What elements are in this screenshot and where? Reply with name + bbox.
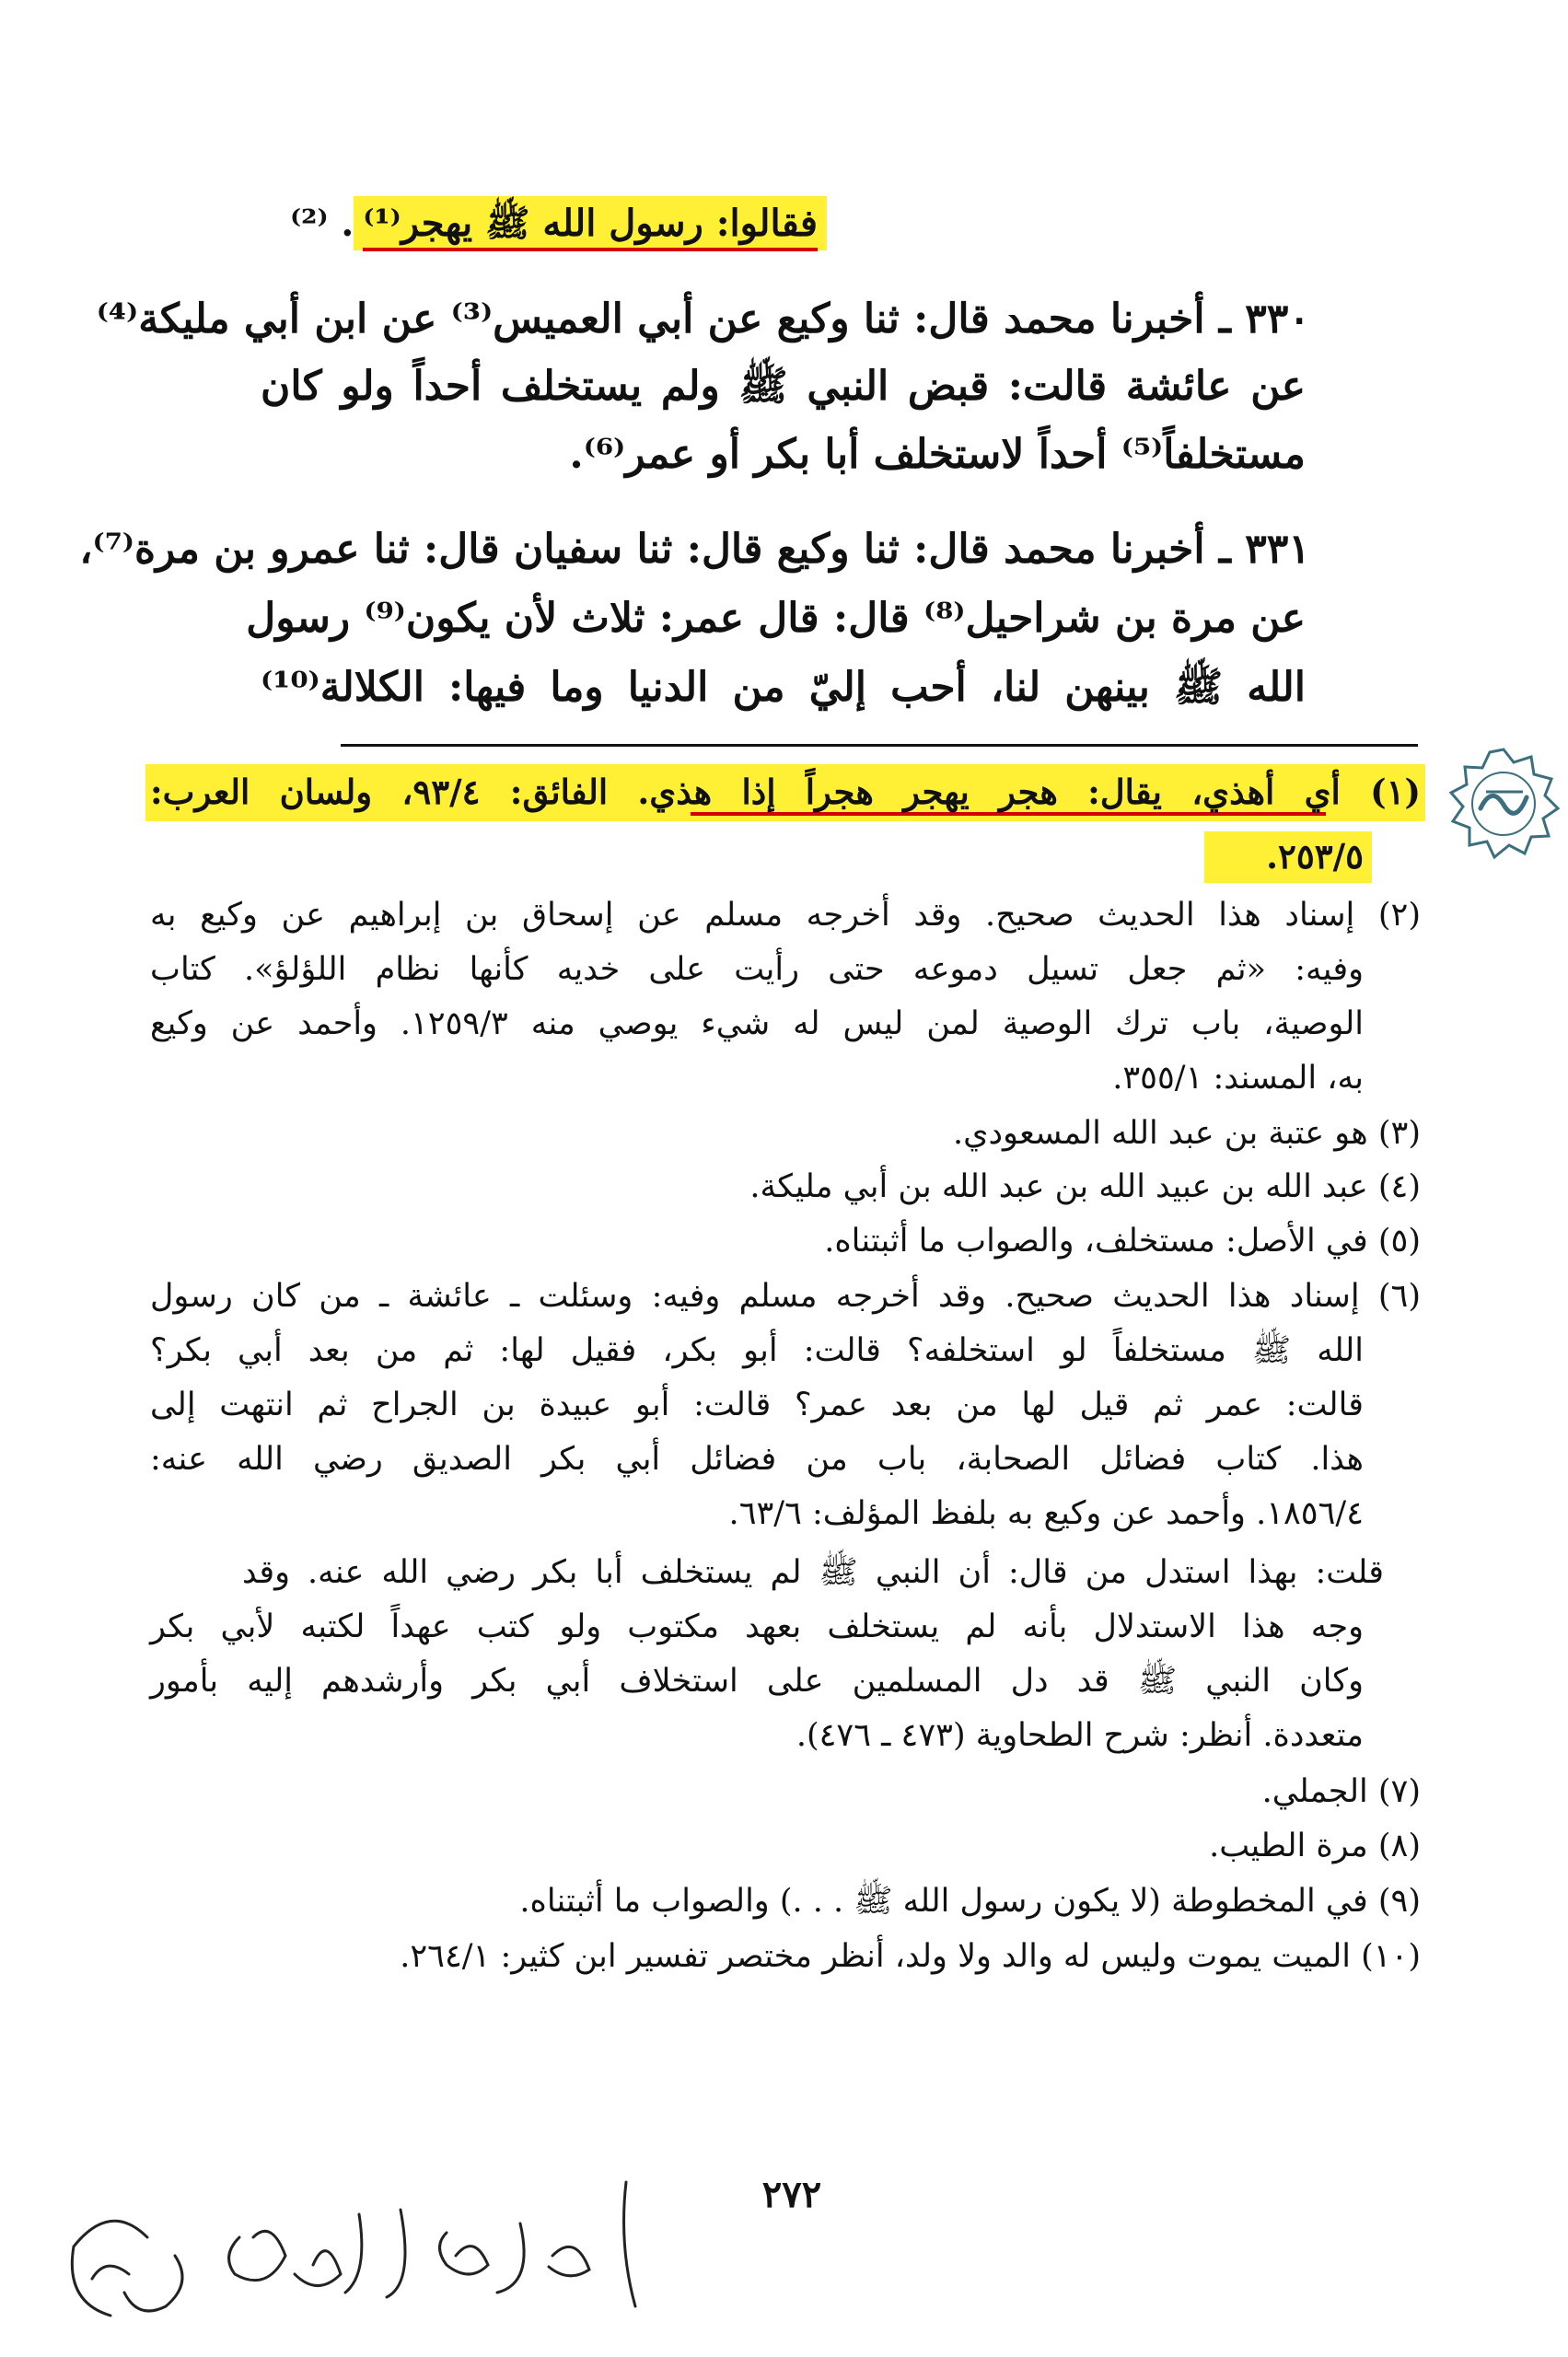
footnote-2-line-1: (٢) إسناد هذا الحديث صحيح. وقد أخرجه مسلم عن إسحاق بن إبراهيم عن وكيع به [150, 897, 1421, 934]
page-number: ٢٧٢ [761, 2173, 822, 2216]
footnote-3: (٣) هو عتبة بن عبد الله المسعودي. [952, 1115, 1421, 1152]
footnote-1-line-1: (١) أي أهذي، يقال: هجر يهجر هجراً إذا هذي. الفائق: ٩٣/٤، ولسان العرب: [150, 772, 1422, 812]
footnote-6-line-1: (٦) إسناد هذا الحديث صحيح. وقد أخرجه مسلم وفيه: وسئلت ـ عائشة ـ من كان رسول [150, 1278, 1421, 1315]
handwritten-annotation [37, 2145, 681, 2357]
footnote-2-line-4: به، المسند: ٣٥٥/١. [1112, 1060, 1364, 1097]
footnote-2-line-2: وفيه: «ثم جعل تسيل دموعه حتى رأيت على خديه كأنها نظام اللؤلؤ». كتاب [150, 951, 1364, 988]
footnote-separator [341, 744, 1418, 747]
footnote-6-line-3: قالت: عمر ثم قيل لها من بعد عمر؟ قالت: أبو عبيدة بن الجراح ثم انتهت إلى [150, 1387, 1364, 1423]
note-line-1: قلت: بهذا استدل من قال: أن النبي ﷺ لم يستخلف أبا بكر رضي الله عنه. وقد [242, 1554, 1384, 1591]
footnote-1-underline [691, 812, 1326, 816]
note-line-3: وكان النبي ﷺ قد دل المسلمين على استخلاف أبي بكر وأرشدهم إليه بأمور [150, 1663, 1364, 1700]
hadith-330-line-2: عن عائشة قالت: قبض النبي ﷺ ولم يستخلف أحداً ولو كان [261, 363, 1306, 410]
note-line-4: متعددة. أنظر: شرح الطحاوية (٤٧٣ ـ ٤٧٦). [796, 1717, 1364, 1754]
hadith-331-line-1: ٣٣١ ـ أخبرنا محمد قال: ثنا وكيع قال: ثنا سفيان قال: ثنا عمرو بن مرة⁽⁷⁾، [79, 526, 1310, 573]
footnote-2-line-3: الوصية، باب ترك الوصية لمن ليس له شيء يوصي منه ١٢٥٩/٣. وأحمد عن وكيع [150, 1005, 1364, 1042]
note-line-2: وجه هذا الاستدلال بأنه لم يستخلف بعهد مكتوب ولو كتب عهداً لكتبه لأبي بكر [150, 1608, 1364, 1645]
hadith-330-line-1: ٣٣٠ ـ أخبرنا محمد قال: ثنا وكيع عن أبي العميس⁽³⁾ عن ابن أبي مليكة⁽⁴⁾ [96, 296, 1310, 343]
highlighted-phrase [354, 196, 827, 250]
hadith-330-line-3: مستخلفاً⁽⁵⁾ أحداً لاستخلف أبا بكر أو عمر⁽⁶⁾. [569, 431, 1306, 478]
line1-tail: . ⁽²⁾ [290, 202, 354, 245]
footnote-9: (٩) في المخطوطة (لا يكون رسول الله ﷺ . . .) والصواب ما أثبتناه. [519, 1883, 1421, 1920]
footnote-6-line-2: الله ﷺ مستخلفاً لو استخلفه؟ قالت: أبو بكر، فقيل لها: ثم من بعد أبي بكر؟ [150, 1332, 1364, 1369]
hadith-331-line-2: عن مرة بن شراحيل⁽⁸⁾ قال: قال عمر: ثلاث لأن يكون⁽⁹⁾ رسول [246, 595, 1306, 642]
footnote-6-line-5: ١٨٥٦/٤. وأحمد عن وكيع به بلفظ المؤلف: ٦٣/٦. [728, 1495, 1364, 1532]
footnote-8: (٨) مرة الطيب. [1209, 1828, 1421, 1864]
footnote-7: (٧) الجملي. [1261, 1773, 1421, 1810]
footnote-10: (١٠) الميت يموت وليس له والد ولا ولد، أنظر مختصر تفسير ابن كثير: ٢٦٤/١. [400, 1938, 1421, 1975]
footnote-5: (٥) في الأصل: مستخلف، والصواب ما أثبتناه. [824, 1223, 1421, 1260]
footnote-1-line-2: ٢٥٣/٥. [1266, 836, 1364, 877]
main-line-1 [290, 201, 827, 254]
footnote-6-line-4: هذا. كتاب فضائل الصحابة، باب من فضائل أبي بكر الصديق رضي الله عنه: [150, 1441, 1364, 1478]
footnote-4: (٤) عبد الله بن عبيد الله بن عبد الله بن أبي مليكة. [749, 1168, 1421, 1205]
library-seal-icon [1444, 744, 1563, 864]
underlined-phrase: فقالوا: رسول الله ﷺ يهجر⁽¹⁾ [363, 202, 818, 251]
hadith-331-line-3: الله ﷺ بينهن لنا، أحب إليّ من الدنيا وما فيها: الكلالة⁽¹⁰⁾ [261, 664, 1306, 711]
